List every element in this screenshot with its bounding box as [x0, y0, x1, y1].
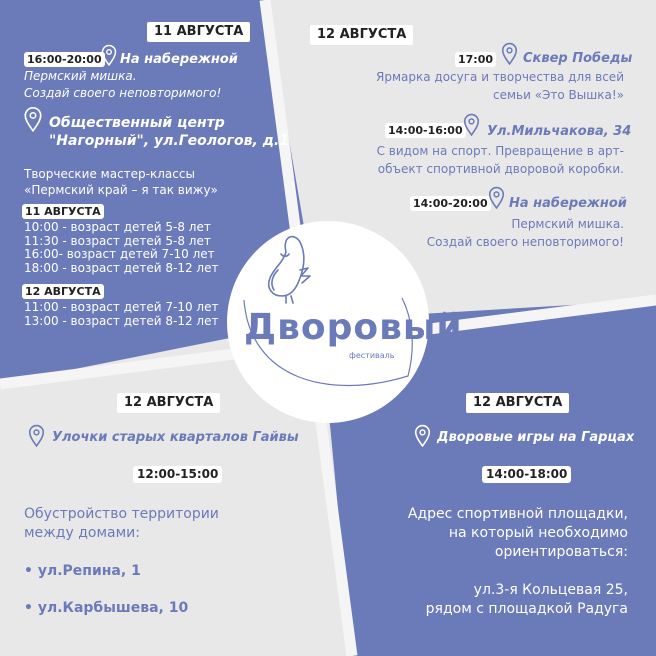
br-addr1: ул.3-я Кольцевая 25,: [473, 582, 628, 598]
list-item: 13:00 - возраст детей 8-12 лет: [24, 313, 219, 328]
location-pin-icon: [501, 42, 518, 65]
tr-event1-place: Сквер Победы: [523, 51, 633, 66]
tr-event2-line1: С видом на спорт. Превращение в арт-: [376, 144, 624, 158]
tr-event2-time: 14:00-16:00: [385, 123, 466, 138]
tl-workshop-line1: Творческие мастер-классы: [24, 167, 195, 181]
tr-event1-line1: Ярмарка досуга и творчества для всей: [376, 70, 624, 84]
br-addr2: рядом с площадкой Радуга: [425, 601, 628, 617]
bl-desc1: Обустройство территории: [24, 506, 219, 522]
tr-event2-place: Ул.Мильчакова, 34: [487, 124, 632, 139]
tl-center-line1: Общественный центр: [49, 115, 225, 131]
bl-time: 12:00-15:00: [133, 466, 222, 483]
tr-event3-place: На набережной: [509, 196, 627, 211]
location-pin-icon: [414, 424, 431, 447]
tl-day1-date: 11 АВГУСТА: [22, 204, 104, 219]
tl-day2-list: [24, 301, 218, 328]
list-item: 18:00 - возраст детей 8-12 лет: [24, 260, 219, 275]
bl-place: Улочки старых кварталов Гайвы: [52, 430, 299, 445]
tl-day1-list: [24, 221, 218, 275]
list-item: 10:00 - возраст детей 5-8 лет: [24, 220, 211, 234]
bl-date-badge: 12 АВГУСТА: [117, 393, 220, 413]
location-pin-icon: [101, 44, 117, 66]
tl-date-badge: 11 АВГУСТА: [147, 22, 250, 42]
tl-center-line2: "Нагорный", ул.Геологов, д.1: [49, 133, 289, 149]
br-place: Дворовые игры на Гарцах: [437, 430, 635, 445]
br-desc2: на который необходимо: [448, 525, 628, 541]
tr-event3-line1: Пермский мишка.: [511, 217, 624, 231]
location-pin-icon: [23, 106, 43, 132]
br-desc1: Адрес спортивной площадки,: [407, 506, 628, 522]
br-date-badge: 12 АВГУСТА: [466, 393, 569, 413]
tl-event1-place: На набережной: [120, 52, 238, 67]
bl-desc2: между домами:: [24, 525, 140, 541]
location-pin-icon: [488, 186, 505, 209]
tl-day2-date: 12 АВГУСТА: [22, 284, 104, 299]
list-item: 16:00- возраст детей 7-10 лет: [24, 247, 215, 261]
tr-event3-time: 14:00-20:00: [410, 196, 491, 211]
logo-subtitle: фестиваль: [349, 351, 395, 360]
tl-event1-line2: Создай своего неповторимого!: [24, 86, 222, 100]
tr-event3-line2: Создай своего неповторимого!: [426, 235, 624, 249]
tl-event1-time: 16:00-20:00: [24, 52, 105, 67]
location-pin-icon: [463, 113, 480, 136]
tr-event1-time: 17:00: [455, 52, 496, 67]
list-item: 11:00 - возраст детей 7-10 лет: [24, 300, 219, 314]
br-desc3: ориентироваться:: [494, 544, 628, 560]
tl-event1-line1: Пермский мишка.: [24, 69, 137, 83]
bl-addr1: • ул.Репина, 1: [24, 563, 141, 579]
br-time: 14:00-18:00: [482, 466, 571, 483]
bl-addr2: • ул.Карбышева, 10: [24, 600, 189, 616]
tr-event2-line2: объект спортивной дворовой коробки.: [377, 162, 624, 176]
list-item: 11:30 - возраст детей 5-8 лет: [24, 233, 211, 248]
location-pin-icon: [28, 424, 45, 447]
tr-event1-line2: семьи «Это Вышка!»: [492, 88, 624, 102]
tl-workshop-line2: «Пермский край – я так вижу»: [24, 183, 218, 197]
tr-date-badge: 12 АВГУСТА: [310, 25, 413, 45]
logo-title: Дворовый: [244, 307, 463, 348]
